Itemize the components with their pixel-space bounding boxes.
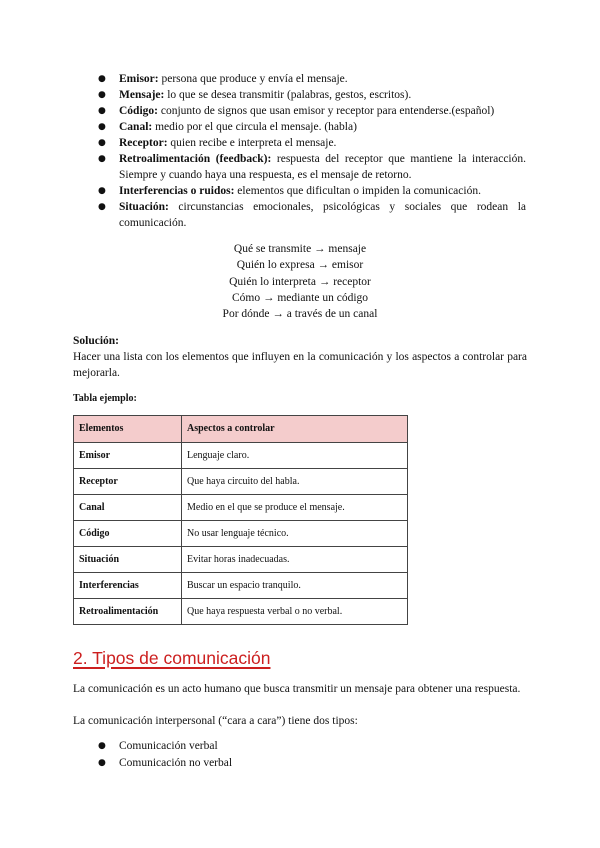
column-header-elementos: Elementos [74, 416, 182, 443]
term-receptor: Receptor: [119, 137, 168, 149]
table-cell-element: Retroalimentación [74, 599, 182, 625]
summary-line: Qué se transmite → mensaje [233, 243, 367, 255]
table-label: Tabla ejemplo: [73, 393, 137, 404]
summary-block [0, 241, 600, 322]
column-header-aspectos: Aspectos a controlar [182, 416, 408, 443]
table-cell-aspect: Lenguaje claro. [182, 443, 408, 469]
list-item: ● Comunicación no verbal [98, 755, 232, 772]
summary-line: Cómo → mediante un código [231, 291, 369, 304]
table-cell-element: Código [74, 521, 182, 547]
term-situacion: Situación: [119, 201, 169, 213]
communication-elements-list [98, 71, 526, 231]
table-row [74, 443, 408, 469]
definition-text: elementos que dificultan o impiden la comunicación. [234, 185, 481, 197]
table-row [74, 599, 408, 625]
term-interferencias: Interferencias o ruidos: [119, 185, 235, 197]
table-row [74, 547, 408, 573]
definition-text: medio por el que circula el mensaje. (habla) [152, 121, 357, 133]
table-cell-element: Canal [74, 495, 182, 521]
list-item [98, 183, 526, 199]
list-item [98, 199, 526, 231]
solution-text: Hacer una lista con los elementos que influyen en la comunicación y los aspectos a controlar para mejorarla. [73, 351, 527, 379]
table-row [74, 573, 408, 599]
table-cell-element: Interferencias [74, 573, 182, 599]
table-cell-aspect: No usar lenguaje técnico. [182, 521, 408, 547]
example-table [73, 415, 408, 625]
summary-line: Quién lo interpreta → receptor [229, 275, 371, 288]
term-retroalimentacion: Retroalimentación (feedback): [119, 153, 272, 165]
term-mensaje: Mensaje: [119, 89, 165, 101]
table-row [74, 469, 408, 495]
term-emisor: Emisor: [119, 73, 159, 85]
definition-text: lo que se desea transmitir (palabras, gestos, escritos). [164, 89, 412, 101]
definition-text: respuesta del receptor que mantiene la interacción. Siempre y cuando haya una respuesta, es el mensaje de retorno. [119, 153, 526, 181]
table-header-row [74, 416, 408, 443]
summary-line: Por dónde → a través de un canal [222, 308, 378, 321]
table-cell-element: Emisor [74, 443, 182, 469]
list-item [98, 71, 526, 87]
table-cell-element: Receptor [74, 469, 182, 495]
definition-text: conjunto de signos que usan emisor y receptor para entenderse.(español) [157, 105, 495, 117]
table-row [74, 521, 408, 547]
term-canal: Canal: [119, 121, 153, 133]
definition-text: quien recibe e interpreta el mensaje. [167, 137, 337, 149]
table-row [74, 495, 408, 521]
section-heading: 2. Tipos de comunicación [73, 648, 271, 668]
table-cell-aspect: Buscar un espacio tranquilo. [182, 573, 408, 599]
list-item [98, 151, 526, 183]
list-item: ● Comunicación verbal [98, 738, 232, 755]
table-cell-aspect: Medio en el que se produce el mensaje. [182, 495, 408, 521]
table-cell-element: Situación [74, 547, 182, 573]
definition-text: circunstancias emocionales, psicológicas y sociales que rodean la comunicación. [119, 201, 526, 229]
definition-text: persona que produce y envía el mensaje. [158, 73, 348, 85]
list-item [98, 135, 526, 151]
list-item [98, 87, 526, 103]
solution-title: Solución: [73, 335, 120, 347]
section-paragraph: La comunicación interpersonal (“cara a cara”) tiene dos tipos: [73, 715, 358, 727]
table-cell-aspect: Que haya respuesta verbal o no verbal. [182, 599, 408, 625]
list-item [98, 119, 526, 135]
table-cell-aspect: Que haya circuito del habla. [182, 469, 408, 495]
section-paragraph: La comunicación es un acto humano que busca transmitir un mensaje para obtener una respuesta. [73, 683, 521, 695]
table-cell-aspect: Evitar horas inadecuadas. [182, 547, 408, 573]
summary-line: Quién lo expresa → emisor [236, 259, 364, 272]
communication-types-list [98, 738, 232, 772]
term-codigo: Código: [119, 105, 158, 117]
list-item [98, 103, 526, 119]
